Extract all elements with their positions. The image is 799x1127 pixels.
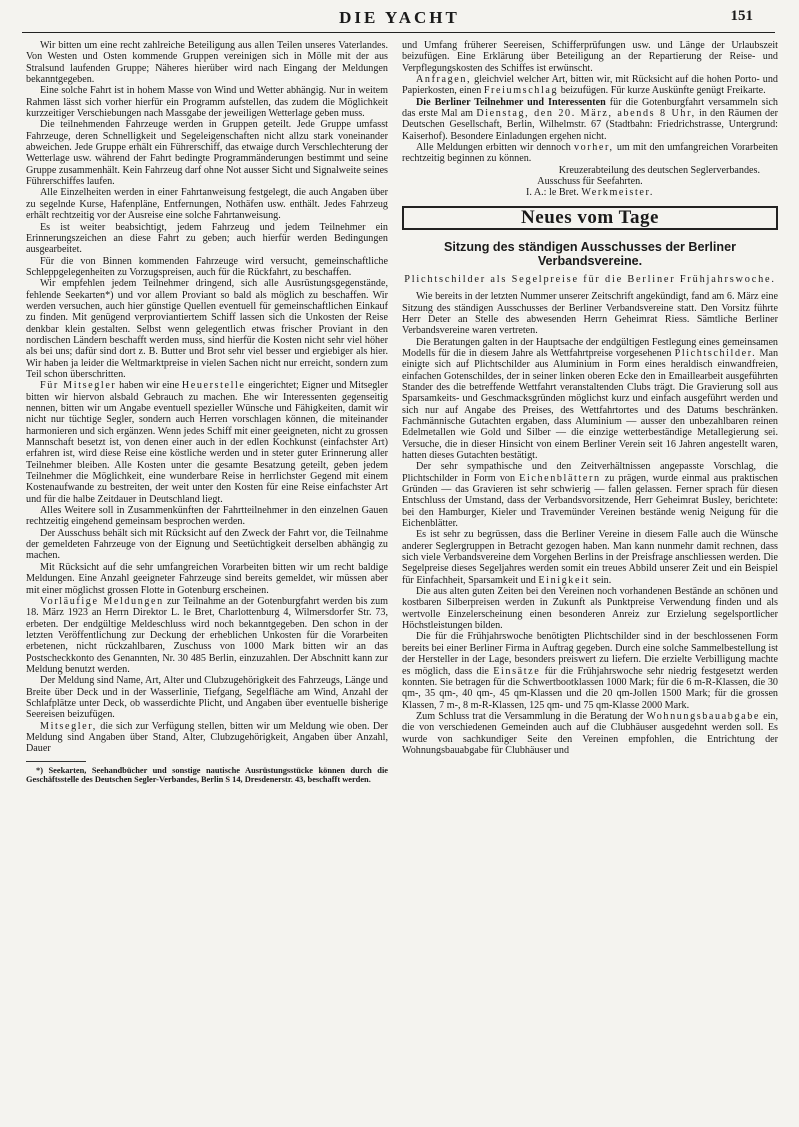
header-rule [22,32,775,33]
spaced-lead: Heuerstelle [181,380,246,392]
paragraph-begruessen: Es ist sehr zu begrüssen, dass die Berliner Vereine in diesem Falle auch die Wünsche anderer Seglergruppen in Betracht gezogen haben. Man kann nunmehr damit rechnen, dass sich viele Verbandsvereine dem Vorgehen Berlins in der Preisfrage anschliessen werden. Die Segelpreise dieses Segeljahres werden somit ein treues Abbild unserer Zeit und ein Beispiel für Einfachheit, Sparsamkeit und Einigkeit sein. [402,529,778,586]
paragraph-mitsegler-2: Mitsegler, die sich zur Verfügung stellen, bitten wir um Meldung wie oben. Der Meldung sind Angaben über Stand, Alter, Clubzugehörigkeit, Angaben über Anzahl, Dauer [26,720,388,755]
left-column [26,40,388,1113]
paragraph: und Umfang früherer Seereisen, Schifferprüfungen usw. und Länge der Urlaubszeit beizufügen. Eine Erklärung über Beteiligung an der Repartierung der Reise- und Verpflegungskosten des Schiffes ist erwünscht. [402,40,778,74]
footnote-rule [26,761,86,762]
paragraph: Die aus alten guten Zeiten bei den Vereinen noch vorhandenen Bestände an schönen und kostbaren Silberpreisen werden in Zukunft als Punktpreise Verwendung finden und als wertvolle Einzelerscheinung einen besonderen Anreiz zur Erzielung segelsportlicher Höchstleistungen bilden. [402,586,778,632]
paragraph: Mit Rücksicht auf die sehr umfangreichen Vorarbeiten bitten wir um recht baldige Meldungen. Eine Anzahl geeigneter Fahrzeuge sind bereits gemeldet, wir müssen aber mit einer möglichst grossen Flotte in Gotenburg erscheinen. [26,561,388,596]
paragraph: Wir bitten um eine recht zahlreiche Beteiligung aus allen Teilen unseres Vaterlandes. Von Westen und Osten kommende Gruppen vereinigen sich in Mölle mit der aus Stralsund laufenden Gruppe; Näheres hierüber wird nach Eingang der Meldungen bekanntgegeben. [26,40,388,86]
paragraph: Der Meldung sind Name, Art, Alter und Clubzugehörigkeit des Fahrzeugs, Länge und Breite über Deck und in der Wasserlinie, Tiefgang, Segelfläche am Wind, Anzahl der Schlafplätze unter Deck, ob wasserdichte Plicht, und Angaben über eventuelle bisherige Seereisen beizufügen. [26,675,388,721]
spaced-lead: Vorläufige Meldungen [40,595,164,607]
paragraph-beratungen: Die Beratungen galten in der Hauptsache der endgültigen Festlegung eines gemeinsamen Modells für die in diesem Jahre als Wettfahrtpreise vorgesehenen Plichtschilder. Man einigte sich auf Plichtschilder aus Aluminium in Form eines heraldisch einwandfreien, einfachen Gotenschildes, der in seiner linken oberen Ecke den in Emaillearbeit ausgeführten Stander des die betreffende Wettfahrt veranstaltenden Clubs trägt. Die Gravierung soll aus Sparsamkeits- und Geschmacksgründen möglichst kurz und einfach ausgeführt werden und sich nur auf Angabe des Preises, des Wettfahrtortes und des Datums beschränken. Fachmännische Gutachten ergaben, dass Aluminium — ausser den unbezahlbaren reinen Edelmetallen wie Gold und Silber — die einzige wetterbeständige Metallegierung sei. Versuche, die in dieser Hinsicht von einem Berliner Verein seit 16 Jahren angestellt waren, hatten dieses Gutachten bestätigt. [402,336,778,461]
footnote: *) Seekarten, Seehandbücher und sonstige nautische Ausrüstungsstücke können durch die Geschäftsstelle des Deutschen Segler-Verbandes, Berlin S 14, Dresdenerstr. 43, beschafft werden. [26,765,388,785]
paragraph: Der Ausschuss behält sich mit Rücksicht auf den Zweck der Fahrt vor, die Teilnahme der gemeldeten Fahrzeuge von der Eignung und Seetüchtigkeit derselben abhängig zu machen. [26,527,388,562]
paragraph-sympathisch: Der sehr sympathische und den Zeitverhältnissen angepasste Vorschlag, die Plichtschilder in Form von Eichenblättern zu prägen, wurde einmal aus praktischen Gründen — das Gravieren ist sehr schwierig — fallen gelassen. Ferner sprach für diesen Entschluss der Umstand, dass der Verbandsvorsitzende, Herr Geheimrat Busley, berichtete: bei den Hamburger, Kieler und Travemünder Vereinen bestände wenig Neigung für die Eichenblätter. [402,461,778,530]
journal-title: DIE YACHT [339,8,460,27]
spaced-lead: Für Mitsegler [40,380,117,392]
paragraph: Wie bereits in der letzten Nummer unserer Zeitschrift angekündigt, fand am 6. März eine Sitzung des ständigen Ausschusses der Berliner Verbandsvereine statt. Den Vorsitz führte Herr Deter an Stelle des abwesenden Herrn Geheimrat Riess. Sämtliche Berliner Verbandsvereine waren vertreten. [402,291,778,337]
paragraph: Alle Einzelheiten werden in einer Fahrtanweisung festgelegt, die auch Angaben über zu segelnde Kurse, Hafenpläne, Entfernungen, Nothäfen usw. enthält. Jedes Fahrzeug erhält rechtzeitig vor der Ausreise eine solche Fahrtanweisung. [26,187,388,222]
paragraph-anfragen: Anfragen, gleichviel welcher Art, bitten wir, mit Rücksicht auf die hohen Porto- und Papierkosten, einen Freiumschlag beizufügen. Für kurze Auskünfte genügt Freikarte. [402,74,778,97]
signature-line-2: Ausschuss für Seefahrten. [537,176,643,188]
paragraph: Eine solche Fahrt ist in hohem Masse von Wind und Wetter abhängig. Nur in weitem Rahmen lässt sich vorher hierfür ein Programm aufstellen, das zudem die Möglichkeit kurzzeitiger Verschiebungen nach Massgabe der jeweiligen Wetterlage geben muss. [26,85,388,120]
article-subhead: Plichtschilder als Segelpreise für die Berliner Frühjahrswoche. [404,274,776,286]
paragraph: Es ist weiter beabsichtigt, jedem Fahrzeug und jedem Teilnehmer ein Erinnerungszeichen an diese Fahrt zu geben; auch hierfür werden Bedingungen ausgearbeitet. [26,221,388,256]
paragraph-fruehjahr: Die für die Frühjahrswoche benötigten Plichtschilder sind in der beschlossenen Form bereits bei einer Berliner Firma in Auftrag gegeben. Durch eine solche Sammelbestellung ist der Hersteller in der Lage, besonders preiswert zu liefern. Die erzielte Verbilligung machte es möglich, dass die Einsätze für die Frühjahrswoche sehr niedrig festgesetzt werden konnten. Sie betragen für die Schwertbootklassen 1000 Mark; für die 6 m-R-Klassen, die 30 qm-, 35 qm-, 40 qm-, 45 qm-Klassen und die 20 qm-Jollen 1500 Mark; für die grossen Klassen, 7 m-, 8 m-R-Klassen, 125 qm- und 75 qm-Klasse 2000 Mark. [402,631,778,711]
paragraph-alle: Alle Meldungen erbitten wir dennoch vorher, um mit den umfangreichen Vorarbeiten rechtzeitig beginnen zu können. [402,142,778,165]
signature-line-3: I. A.: le Bret. Werkmeister. [525,187,655,199]
signature-line-1: Kreuzerabteilung des deutschen Seglerverbandes. [558,164,760,176]
paragraph-berliner: Die Berliner Teilnehmer und Interessenten für die Gotenburgfahrt versammeln sich das erste Mal am Dienstag, den 20. März, abends 8 Uhr, in den Räumen der Deutschen Gesellschaft, Berlin, Wilhelmstr. 67 (Stadtbahn: Friedrichstrasse, Untergrund: Kaiserhof). Besondere Einladungen ergehen nicht. [402,96,778,142]
paragraph-schluss: Zum Schluss trat die Versammlung in die Beratung der Wohnungsbauabgabe ein, die von verschiedenen Gemeinden auch auf die Clubhäuser ausgedehnt werden soll. Es wurde von sachkundiger Seite den Vereinen empfohlen, die Entrichtung der Wohnungsbauabgabe für Clubhäuser und [402,710,778,756]
section-title: Neues vom Tage [402,206,778,230]
paragraph: Alles Weitere soll in Zusammenkünften der Fahrtteilnehmer in den einzelnen Gauen rechtzeitig eingehend gemeinsam besprochen werden. [26,505,388,528]
right-column [402,40,778,1113]
paragraph-mitsegler: Für Mitsegler haben wir eine Heuerstelle eingerichtet; Eigner und Mitsegler bitten wir hiervon alsbald Gebrauch zu machen. Ehe wir Interessenten gegenseitig nennen, bitten wir um Angabe eventuell spezieller Wünsche und Fähigkeiten, damit wir nicht nur tüchtige Segler, sondern auch Herren vorschlagen können, die miteinander harmonieren und sich ergänzen. Wenn jedes Schiff mit einer geeigneten, nicht zu grossen Mannschaft besetzt ist, von denen einer auch in der edlen Kochkunst (einfachster Art) erfahren ist, wird diese Reise eine köstliche werden und in steter guter Erinnerung aller Teilnehmer bleiben. Alle Kosten unter die gesamte Besatzung geteilt, geben jedem Teilnehmer die Möglichkeit, eine wunderbare Reise in herrlichster Gegend mit einem Kostenaufwande zu bestreiten, der weit unter den Kosten für eine Reise einfachster Art und für die halbe Zeitdauer in Deutschland liegt. [26,380,388,505]
article-headline: Sitzung des ständigen Ausschusses der Berliner Verbandsvereine. [443,240,737,269]
paragraph: Wir empfehlen jedem Teilnehmer dringend, sich alle Ausrüstungsgegenstände, fehlende Seekarten*) und vor allem Proviant so bald als möglich zu beschaffen. Wir werden versuchen, auch hier günstige Quellen eventuell für gemeinschaftlichen Einkauf zu finden. Mit genügend verproviantiertem Schiff lassen sich die Unkosten der Reise denkbar klein gestalten. Selbst wenn gelegentlich etwas frischer Proviant in den nordischen Ländern beschafft werden muss, sind hierfür die Kosten nicht sehr viel höher als bei uns; dafür sind dort z. B. Butter und Brot sehr viel besser und ergiebiger als hier. Wir haben ja leider die Weltmarktpreise in vielen Sachen nicht nur erreicht, sondern zum Teil schon überschritten. [26,278,388,380]
paragraph: Für die von Binnen kommenden Fahrzeuge wird versucht, gemeinschaftliche Schleppgelegenheiten zu Vorzugspreisen, auch für die Rückfahrt, zu beschaffen. [26,255,388,278]
page-number: 151 [730,8,753,24]
paragraph-vorlaeufige: Vorläufige Meldungen zur Teilnahme an der Gotenburgfahrt werden bis zum 18. März 1923 an Herrn Direktor L. le Bret, Charlottenburg 4, Wilmersdorfer Str. 73, erbeten. Der endgültige Meldeschluss wird noch bekanntgegeben. Den schon in der letzten Veröffentlichung zur Deckung der erheblichen Unkosten für die Vorarbeiten erbetenen, nicht rückzahlbaren, Zuschuss von 1000 Mark bitten wir an das Postscheckkonto des Genannten, Nr. 30 485 Berlin, einzuzahlen. Der Abschnitt kann zur Meldung benutzt werden. [26,595,388,675]
spaced-lead: Mitsegler, [40,720,97,732]
paragraph: Die teilnehmenden Fahrzeuge werden in Gruppen geteilt. Jede Gruppe umfasst Fahrzeuge, deren Schnelligkeit und Segeleigenschaften nicht allzu stark voneinander abweichen. Jede Gruppe erhält ein Führerschiff, das etwaige durch Verschlechterung der Wetterlage usw. während der Fahrt bedingte Programmänderungen bestimmt und seine Gruppe zusammenhält. Kein Fahrzeug darf ohne Not ausser Sicht und Signalweite seines Führerschiffes laufen. [26,119,388,188]
